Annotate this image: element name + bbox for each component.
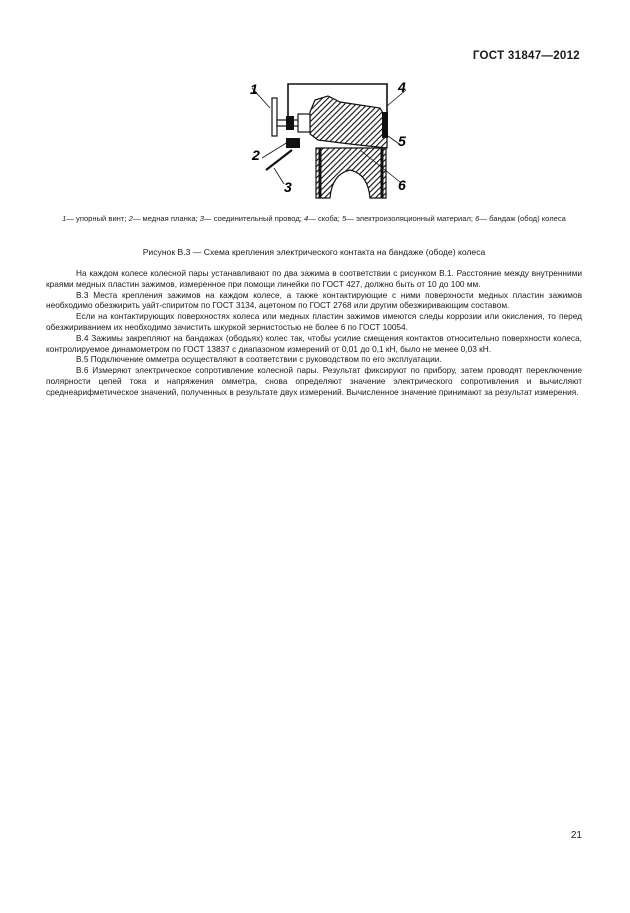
figure-legend: [46, 213, 582, 224]
paragraph: Если на контактирующих поверхностях колеса или медных пластин зажимов имеются следы коррозии или окисления, то перед обезжириванием их необходимо зачистить шкуркой зернистостью не более 6 по ГОСТ 10054.: [46, 311, 582, 332]
figure-contact-mount-diagram: [240, 78, 420, 200]
legend-item: 6— бандаж (обод) колеса: [475, 214, 566, 223]
wheel-tire-section: [316, 148, 386, 198]
paragraph: В.6 Измеряют электрическое сопротивление колесной пары. Результат фиксируют по прибору, затем проводят переключение полярности цепей тока и напряжения омметра, снова определяют значение электрического сопротивления и вычисляют среднеарифметическое значений, полученных в результате двух измерений. Вычисленное значение принимают за результат измерения.: [46, 365, 582, 397]
diagram-drawing: [240, 78, 420, 200]
legend-item: 2— медная планка;: [128, 214, 198, 223]
callout-4: 4: [398, 79, 406, 95]
wheel-rim-section: [310, 96, 387, 148]
leader-line: [274, 168, 284, 184]
legend-item: 1— упорный винт;: [62, 214, 127, 223]
screw-head: [272, 98, 277, 136]
callout-1: 1: [250, 81, 258, 97]
callout-3: 3: [284, 179, 292, 195]
legend-item: 3— соединительный провод;: [199, 214, 302, 223]
callout-5: 5: [398, 133, 406, 149]
paragraph: В.5 Подключение омметра осуществляют в соответствии с руководством по его эксплуатации.: [76, 354, 442, 365]
callout-6: 6: [398, 177, 406, 193]
copper-plate: [286, 138, 300, 148]
insulation-pad: [382, 112, 388, 138]
paragraph: На каждом колесе колесной пары устанавливают по два зажима в соответствии с рисунком В.1. Расстояние между внутренними краями медных пластин зажимов, измеренное при помощи линейки по ГОСТ 427, должно быть от 10 до 100 мм.: [46, 268, 582, 289]
callout-2: 2: [252, 147, 260, 163]
figure-caption: Рисунок В.3 — Схема крепления электрического контакта на бандаже (ободе) колеса: [142, 247, 486, 257]
body-text: [46, 268, 582, 398]
document-standard-code: ГОСТ 31847—2012: [472, 50, 580, 62]
page-number: 21: [570, 830, 582, 841]
screw-nut: [286, 116, 294, 130]
legend-item: 5— электроизоляционный материал;: [342, 214, 474, 223]
legend-item: 4— скоба;: [304, 214, 340, 223]
paragraph: В.4 Зажимы закрепляют на бандажах (ободьях) колес так, чтобы усилие смещения контактов относительно поверхности колеса, контролируемое динамометром по ГОСТ 13837 с диапазоном измерений от 0,01 до 0,1 кН, было не менее 0,03 кН.: [46, 332, 582, 354]
paragraph: В.3 Места крепления зажимов на каждом колесе, а также контактирующие с ними поверхности медных пластин зажимов необходимо обезжирить уайт-спиритом по ГОСТ 3134, ацетоном по ГОСТ 2768 или другим обезжиривающим составом.: [46, 289, 582, 311]
screw-block: [298, 114, 310, 132]
